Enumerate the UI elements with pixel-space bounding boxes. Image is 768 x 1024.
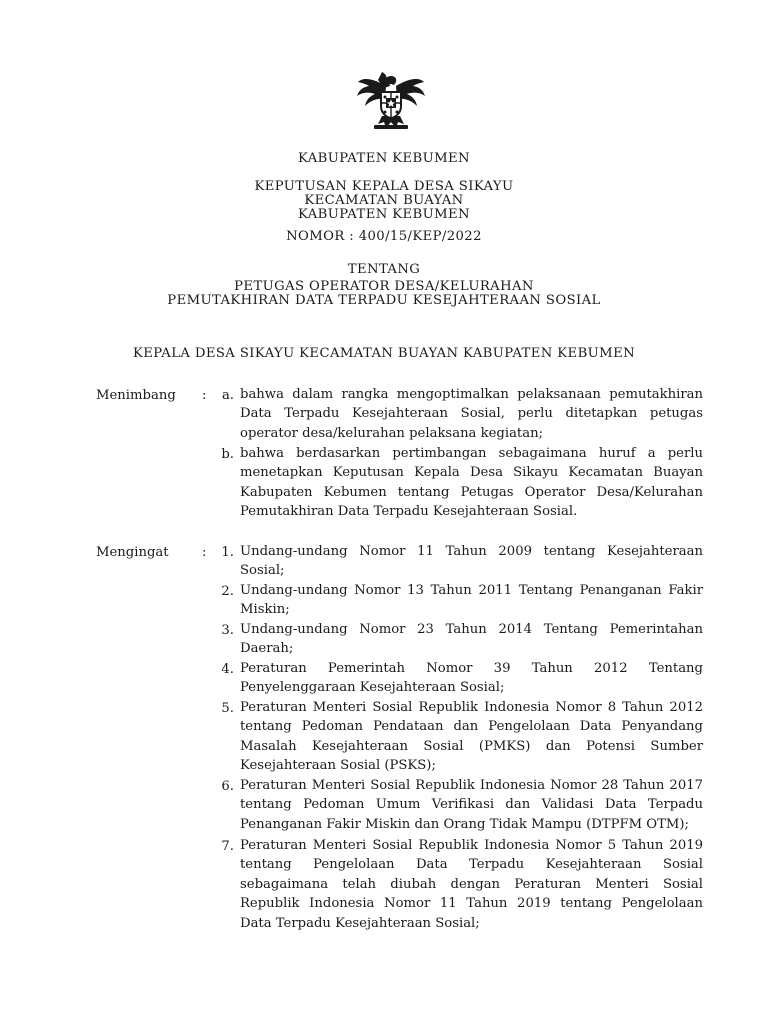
item-marker: 2. xyxy=(221,584,234,599)
garuda-emblem-icon xyxy=(352,70,430,132)
mengingat-item-4 xyxy=(240,659,703,698)
item-marker: 7. xyxy=(221,839,234,854)
text-line: Peraturan Pemerintah Nomor 39 Tahun 2012 Tentang xyxy=(240,661,703,676)
text-line: Peraturan Menteri Sosial Republik Indonesia Nomor 28 Tahun 2017 xyxy=(240,778,703,793)
decree-title-line: KABUPATEN KEBUMEN xyxy=(297,207,470,222)
text-line: Undang-undang Nomor 11 Tahun 2009 tentang Kesejahteraan xyxy=(240,544,703,559)
text-line: Republik Indonesia Nomor 11 Tahun 2019 tentang Pengelolaan xyxy=(240,896,703,912)
item-marker: 1. xyxy=(221,545,234,560)
mengingat-label: Mengingat xyxy=(96,545,169,560)
text-line: bahwa berdasarkan pertimbangan sebagaimana huruf a perlu xyxy=(240,446,703,461)
text-line: Sosial; xyxy=(240,563,285,579)
text-line: tentang Pengelolaan Data Terpadu Kesejahteraan Sosial xyxy=(240,857,703,873)
text-line: sebagaimana telah diubah dengan Peraturan Menteri Sosial xyxy=(240,876,703,892)
text-line: Undang-undang Nomor 13 Tahun 2011 Tentang Penanganan Fakir xyxy=(240,583,703,598)
item-marker: b. xyxy=(221,447,234,462)
text-line: Penanganan Fakir Miskin dan Orang Tidak Mampu (DTPFM OTM); xyxy=(240,816,690,832)
text-line: Data Terpadu Kesejahteraan Sosial, perlu ditetapkan petugas xyxy=(240,406,703,422)
decree-number: NOMOR : 400/15/KEP/2022 xyxy=(286,229,482,244)
menimbang-colon: : xyxy=(202,388,207,403)
text-line: Masalah Kesejahteraan Sosial (PMKS) dan Potensi Sumber xyxy=(240,738,703,754)
item-marker: a. xyxy=(221,388,234,403)
item-marker: 6. xyxy=(221,779,234,794)
mengingat-colon: : xyxy=(202,545,207,560)
text-line: Penyelenggaraan Kesejahteraan Sosial; xyxy=(240,680,505,696)
about-label: TENTANG xyxy=(347,262,421,277)
text-line: menetapkan Keputusan Kepala Desa Sikayu Kecamatan Buayan xyxy=(240,465,703,481)
text-line: Undang-undang Nomor 23 Tahun 2014 Tentang Pemerintahan xyxy=(240,622,703,637)
text-line: operator desa/kelurahan pelaksana kegiatan; xyxy=(240,425,544,441)
text-line: Daerah; xyxy=(240,641,294,657)
decree-title-line: KECAMATAN BUAYAN xyxy=(304,193,464,208)
mengingat-item-7 xyxy=(240,836,703,933)
mengingat-item-3 xyxy=(240,620,703,659)
text-line: tentang Pedoman Pendataan dan Pengelolaan Data Penyandang xyxy=(240,719,703,735)
item-marker: 4. xyxy=(221,662,234,677)
text-line: Peraturan Menteri Sosial Republik Indonesia Nomor 5 Tahun 2019 xyxy=(240,838,703,853)
text-line: Miskin; xyxy=(240,602,290,618)
text-line: Kabupaten Kebumen tentang Petugas Operator Desa/Kelurahan xyxy=(240,484,703,500)
menimbang-item-b xyxy=(240,444,703,522)
decree-subject-line: PEMUTAKHIRAN DATA TERPADU KESEJAHTERAAN SOSIAL xyxy=(167,293,601,308)
mengingat-item-1 xyxy=(240,542,703,581)
mengingat-item-6 xyxy=(240,776,703,834)
mengingat-item-5 xyxy=(240,698,703,776)
decree-title-line: KEPUTUSAN KEPALA DESA SIKAYU xyxy=(254,179,514,194)
item-marker: 5. xyxy=(221,701,234,716)
text-line: Pemutakhiran Data Terpadu Kesejahteraan Sosial. xyxy=(240,504,578,520)
text-line: bahwa dalam rangka mengoptimalkan pelaksanaan pemutakhiran xyxy=(240,387,703,402)
regency-heading: KABUPATEN KEBUMEN xyxy=(297,151,470,166)
text-line: tentang Pedoman Umum Verifikasi dan Validasi Data Terpadu xyxy=(240,797,703,813)
text-line: Kesejahteraan Sosial (PSKS); xyxy=(240,758,436,774)
menimbang-item-a xyxy=(240,385,703,443)
decree-subject xyxy=(0,280,768,308)
decree-subject-line: PETUGAS OPERATOR DESA/KELURAHAN xyxy=(234,279,534,294)
menimbang-label: Menimbang xyxy=(96,388,176,403)
decree-title xyxy=(0,180,768,222)
mengingat-item-2 xyxy=(240,581,703,620)
item-marker: 3. xyxy=(221,623,234,638)
text-line: Peraturan Menteri Sosial Republik Indonesia Nomor 8 Tahun 2012 xyxy=(240,700,703,715)
text-line: Data Terpadu Kesejahteraan Sosial; xyxy=(240,915,480,931)
issuer-heading: KEPALA DESA SIKAYU KECAMATAN BUAYAN KABUPATEN KEBUMEN xyxy=(132,346,636,361)
